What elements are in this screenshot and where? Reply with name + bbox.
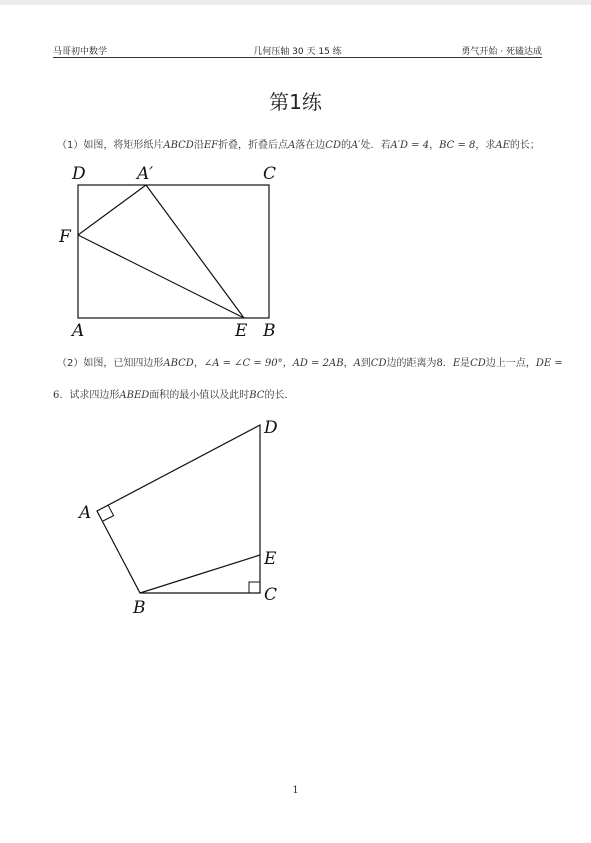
q1-part: 处．若 [360,140,391,151]
q1-var: EF [203,140,219,151]
q1-expression: A′D = 4 [390,140,430,151]
label-e: E [235,321,248,341]
q2-part: ， [193,358,204,369]
q2-part: 的长． [264,390,295,401]
q2-number: 8 [436,358,443,369]
q1-part: 的 [340,140,351,151]
q2-var: A [353,358,361,369]
q1-part: 折叠，折叠后点 [218,140,289,151]
q1-part: 沿 [193,140,204,151]
q2-var: CD [370,358,387,369]
q2-part: 到 [360,358,371,369]
page-number: 1 [292,785,299,796]
q2-part: 边的距离为 [386,358,437,369]
label-a: A [79,503,92,523]
q1-part: ， [429,140,440,151]
q2-part: ， [282,358,293,369]
q1-part: （1）如图，将矩形纸片 [57,140,164,151]
q2-var: CD [470,358,486,369]
q2-var: BC [249,390,265,401]
q2-part: ． [442,358,453,369]
q1-var: A′ [350,140,361,151]
q2-expression: AD = 2AB [292,358,344,369]
q2-part: （2）如图，已知四边形 [57,358,164,369]
segment-be [140,555,260,593]
label-c: C [264,585,278,605]
label-f: F [59,227,71,247]
label-d: D [72,164,86,184]
q2-part: ， [343,358,354,369]
header-left-text: 马哥初中数学 [53,47,108,57]
quadrilateral-abcd [97,425,260,593]
q2-number: 6 [53,390,60,401]
header-center-text: 几何压轴 30 天 15 练 [253,47,342,57]
q1-var: AE [495,140,510,151]
q2-expression: DE = [535,358,563,369]
q2-var: E [452,358,461,369]
page-title: 第1练 [269,90,322,114]
q1-var: A [288,140,296,151]
q1-part: 的长； [509,140,540,151]
q1-part: ，求 [475,140,496,151]
q1-var: ABCD [163,140,194,151]
q1-part: 落在边 [295,140,326,151]
label-d: D [264,418,278,438]
label-b: B [263,321,276,341]
right-angle-mark-c [249,582,260,593]
q1-expression: BC = 8 [439,140,476,151]
q1-var: CD [325,140,341,151]
label-b: B [133,598,146,618]
label-a-prime: A′ [137,164,154,184]
label-e: E [264,549,277,569]
q2-var: ABED [119,390,150,401]
q2-expression: ∠A = ∠C = 90° [203,358,283,369]
label-a: A [72,321,85,341]
q2-part: 面积的最小值以及此时 [149,390,250,401]
header-right-text: 勇气开始 · 死磕达成 [461,47,542,57]
q2-var: ABCD [163,358,194,369]
q2-part: ．试求四边形 [59,390,120,401]
label-c: C [263,164,277,184]
q2-part: 是 [460,358,471,369]
q2-part: 边上一点， [485,358,536,369]
